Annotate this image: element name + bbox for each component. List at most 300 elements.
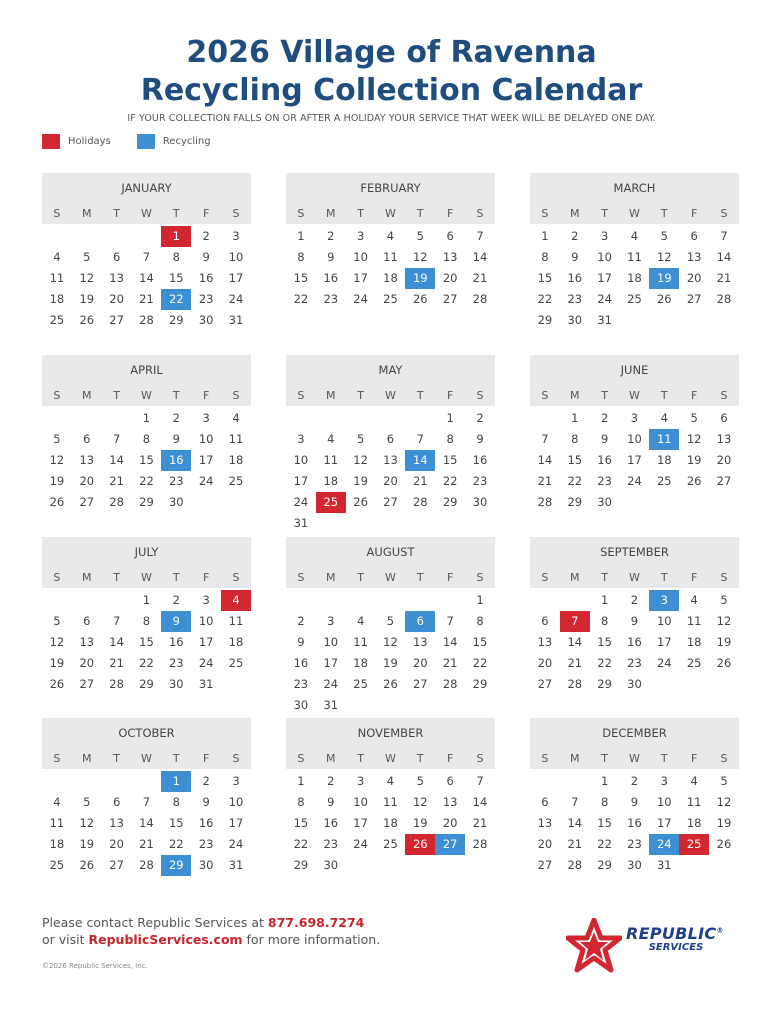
calendar-day: 4 xyxy=(356,614,365,628)
calendar-day: 1 xyxy=(600,593,609,607)
month-name: FEBRUARY xyxy=(360,181,421,195)
calendar-day: 17 xyxy=(656,635,672,649)
contact-info xyxy=(42,914,380,948)
calendar-day: 6 xyxy=(446,774,454,788)
calendar-day: 27 xyxy=(442,292,458,306)
month-december xyxy=(530,718,739,876)
calendar-day: 9 xyxy=(327,795,335,809)
calendar-day: 21 xyxy=(537,474,553,488)
calendar-day: 30 xyxy=(198,313,214,327)
calendar-day: 14 xyxy=(109,453,124,467)
day-grid xyxy=(530,406,739,513)
calendar-day: 7 xyxy=(571,795,579,809)
calendar-day: 19 xyxy=(49,656,65,670)
day-grid xyxy=(530,224,739,331)
week-row xyxy=(42,492,251,513)
calendar-day: 15 xyxy=(442,453,458,467)
week-row xyxy=(530,247,739,268)
week-row xyxy=(42,268,251,289)
calendar-day: 5 xyxy=(356,432,365,446)
calendar-day: 22 xyxy=(442,474,458,488)
logo-line-2: SERVICES xyxy=(648,942,704,953)
calendar-day: 7 xyxy=(142,250,151,264)
weekday-label: T xyxy=(357,207,364,220)
calendar-day: 12 xyxy=(716,614,732,628)
empty-day xyxy=(132,226,162,247)
weekday-label: F xyxy=(202,571,210,584)
visit-suffix: for more information. xyxy=(242,932,381,947)
legend-recycling-label: Recycling xyxy=(162,135,211,147)
calendar-day: 8 xyxy=(571,432,579,446)
weekday-label: W xyxy=(385,571,396,584)
holiday-day: 25 xyxy=(679,834,709,855)
weekday-label: S xyxy=(53,389,61,402)
weekday-label: T xyxy=(601,752,608,765)
calendar-day: 14 xyxy=(716,250,732,264)
calendar-day: 7 xyxy=(416,432,424,446)
calendar-day: 21 xyxy=(567,656,583,670)
calendar-day: 6 xyxy=(720,411,728,425)
month-september xyxy=(530,537,739,695)
calendar-day: 13 xyxy=(537,816,553,830)
holiday-day: 4 xyxy=(221,590,251,611)
calendar-day: 23 xyxy=(472,474,488,488)
calendar-day: 4 xyxy=(232,411,240,425)
calendar-day: 17 xyxy=(656,816,672,830)
calendar-day: 3 xyxy=(297,432,305,446)
recycling-day: 16 xyxy=(161,450,191,471)
calendar-day: 18 xyxy=(656,453,672,467)
calendar-day: 2 xyxy=(202,774,210,788)
calendar-day: 18 xyxy=(228,635,244,649)
calendar-day: 22 xyxy=(472,656,488,670)
calendar-day: 27 xyxy=(109,313,124,327)
calendar-day: 3 xyxy=(660,774,668,788)
calendar-day: 20 xyxy=(79,474,95,488)
holiday-day: 7 xyxy=(560,611,590,632)
week-row xyxy=(286,834,495,855)
week-row xyxy=(286,247,495,268)
empty-day xyxy=(72,771,102,792)
calendar-day: 22 xyxy=(139,474,154,488)
weekday-label: F xyxy=(446,389,454,402)
calendar-day: 10 xyxy=(228,795,244,809)
week-row xyxy=(530,792,739,813)
week-row xyxy=(530,310,739,331)
month-january xyxy=(42,173,251,331)
calendar-day: 13 xyxy=(686,250,702,264)
calendar-day: 10 xyxy=(627,432,642,446)
empty-day xyxy=(465,513,495,534)
calendar-day: 22 xyxy=(567,474,583,488)
weekday-label: T xyxy=(113,571,120,584)
empty-day xyxy=(649,492,679,513)
calendar-day: 30 xyxy=(168,495,184,509)
calendar-day: 4 xyxy=(386,774,395,788)
weekday-row xyxy=(286,567,495,588)
week-row xyxy=(530,268,739,289)
weekday-label: F xyxy=(690,571,698,584)
recycling-swatch xyxy=(137,134,155,149)
website-link[interactable]: RepublicServices.com xyxy=(88,932,243,947)
calendar-day: 25 xyxy=(228,474,244,488)
weekday-row xyxy=(530,385,739,406)
calendar-day: 31 xyxy=(293,516,309,530)
week-row xyxy=(530,632,739,653)
weekday-row xyxy=(530,567,739,588)
day-grid xyxy=(530,769,739,876)
weekday-label: W xyxy=(141,207,152,220)
calendar-day: 24 xyxy=(627,474,642,488)
calendar-day: 22 xyxy=(537,292,553,306)
calendar-day: 8 xyxy=(600,795,609,809)
calendar-day: 4 xyxy=(53,795,61,809)
weekday-label: S xyxy=(720,571,728,584)
weekday-label: F xyxy=(690,752,698,765)
calendar-day: 20 xyxy=(412,656,428,670)
weekday-label: S xyxy=(53,571,61,584)
month-header xyxy=(530,537,739,588)
month-august xyxy=(286,537,495,716)
week-row xyxy=(530,813,739,834)
calendar-day: 26 xyxy=(383,677,398,691)
calendar-day: 17 xyxy=(353,816,368,830)
calendar-day: 28 xyxy=(109,677,124,691)
calendar-day: 1 xyxy=(600,774,609,788)
calendar-day: 21 xyxy=(472,271,488,285)
calendar-day: 15 xyxy=(472,635,488,649)
weekday-label: T xyxy=(601,571,608,584)
empty-day xyxy=(709,492,739,513)
calendar-day: 4 xyxy=(690,593,698,607)
calendar-day: 22 xyxy=(293,837,309,851)
calendar-day: 30 xyxy=(567,313,583,327)
month-name: AUGUST xyxy=(366,545,415,559)
logo-line-1: REPUBLIC xyxy=(626,924,717,943)
calendar-day: 30 xyxy=(472,495,488,509)
weekday-label: M xyxy=(326,571,336,584)
calendar-day: 24 xyxy=(228,292,244,306)
calendar-day: 11 xyxy=(383,250,398,264)
calendar-day: 26 xyxy=(716,837,732,851)
calendar-day: 15 xyxy=(139,635,154,649)
calendar-day: 15 xyxy=(597,635,612,649)
week-row xyxy=(530,492,739,513)
week-row xyxy=(42,310,251,331)
weekday-label: S xyxy=(53,207,61,220)
week-row xyxy=(286,289,495,310)
calendar-day: 31 xyxy=(656,858,672,872)
week-row xyxy=(286,226,495,247)
calendar-day: 13 xyxy=(79,453,95,467)
empty-day xyxy=(679,310,709,331)
calendar-day: 12 xyxy=(716,795,732,809)
week-row xyxy=(286,471,495,492)
month-name: MARCH xyxy=(613,181,656,195)
weekday-label: T xyxy=(416,571,424,584)
week-row xyxy=(530,289,739,310)
calendar-day: 24 xyxy=(353,292,368,306)
calendar-day: 29 xyxy=(139,495,154,509)
calendar-day: 12 xyxy=(79,271,95,285)
empty-day xyxy=(346,408,376,429)
month-name: OCTOBER xyxy=(118,726,175,740)
calendar-day: 22 xyxy=(168,837,184,851)
calendar-day: 6 xyxy=(541,795,549,809)
calendar-day: 8 xyxy=(172,795,180,809)
empty-day xyxy=(709,310,739,331)
calendar-day: 28 xyxy=(139,313,154,327)
visit-prefix: or visit xyxy=(42,932,89,947)
calendar-day: 24 xyxy=(228,837,244,851)
calendar-day: 11 xyxy=(383,795,398,809)
month-name: JULY xyxy=(134,545,159,559)
calendar-day: 9 xyxy=(202,795,210,809)
calendar-day: 14 xyxy=(472,795,488,809)
calendar-day: 17 xyxy=(198,453,214,467)
calendar-day: 23 xyxy=(198,292,214,306)
week-row xyxy=(286,653,495,674)
empty-day xyxy=(376,408,406,429)
calendar-day: 27 xyxy=(412,677,428,691)
weekday-label: T xyxy=(172,571,180,584)
recycling-day: 22 xyxy=(161,289,191,310)
empty-day xyxy=(376,513,406,534)
weekday-label: F xyxy=(690,207,698,220)
calendar-day: 8 xyxy=(142,432,151,446)
calendar-day: 25 xyxy=(686,656,702,670)
calendar-day: 7 xyxy=(112,432,121,446)
weekday-label: S xyxy=(476,389,484,402)
calendar-day: 24 xyxy=(198,656,214,670)
weekday-label: M xyxy=(82,571,92,584)
month-header xyxy=(530,173,739,224)
weekday-row xyxy=(530,203,739,224)
weekday-label: M xyxy=(570,207,580,220)
weekday-label: S xyxy=(297,752,305,765)
day-grid xyxy=(286,224,495,310)
week-row xyxy=(42,471,251,492)
recycling-day: 9 xyxy=(161,611,191,632)
weekday-label: S xyxy=(232,389,240,402)
calendar-day: 18 xyxy=(383,271,398,285)
weekday-label: M xyxy=(326,389,336,402)
day-grid xyxy=(530,588,739,695)
month-header xyxy=(42,173,251,224)
calendar-day: 2 xyxy=(297,614,305,628)
calendar-day: 5 xyxy=(83,250,91,264)
calendar-day: 18 xyxy=(686,635,702,649)
calendar-day: 25 xyxy=(228,656,244,670)
weekday-label: S xyxy=(720,389,728,402)
calendar-day: 27 xyxy=(109,858,124,872)
weekday-label: T xyxy=(113,752,120,765)
calendar-day: 1 xyxy=(142,593,151,607)
week-row xyxy=(42,408,251,429)
empty-day xyxy=(346,855,376,876)
calendar-day: 19 xyxy=(49,474,65,488)
week-row xyxy=(530,226,739,247)
week-row xyxy=(530,834,739,855)
month-header xyxy=(42,537,251,588)
weekday-label: M xyxy=(570,752,580,765)
calendar-day: 5 xyxy=(416,774,424,788)
week-row xyxy=(530,450,739,471)
empty-day xyxy=(405,513,435,534)
empty-day xyxy=(465,855,495,876)
empty-day xyxy=(679,674,709,695)
week-row xyxy=(530,471,739,492)
week-row xyxy=(286,429,495,450)
calendar-day: 9 xyxy=(297,635,305,649)
weekday-label: W xyxy=(141,389,152,402)
calendar-day: 6 xyxy=(112,250,121,264)
empty-day xyxy=(72,408,102,429)
calendar-day: 5 xyxy=(53,614,61,628)
calendar-day: 18 xyxy=(49,837,65,851)
week-row xyxy=(530,429,739,450)
calendar-day: 18 xyxy=(627,271,642,285)
calendar-day: 19 xyxy=(716,635,732,649)
calendar-day: 13 xyxy=(383,453,398,467)
empty-day xyxy=(72,226,102,247)
calendar-day: 5 xyxy=(416,229,424,243)
calendar-day: 13 xyxy=(716,432,732,446)
week-row xyxy=(530,611,739,632)
calendar-day: 16 xyxy=(198,271,214,285)
calendar-day: 5 xyxy=(690,411,698,425)
calendar-day: 10 xyxy=(656,614,672,628)
calendar-day: 21 xyxy=(109,656,124,670)
calendar-day: 1 xyxy=(142,411,151,425)
empty-day xyxy=(679,492,709,513)
calendar-day: 16 xyxy=(323,271,339,285)
weekday-label: F xyxy=(446,207,454,220)
weekday-row xyxy=(42,567,251,588)
calendar-day: 28 xyxy=(716,292,732,306)
weekday-label: S xyxy=(476,571,484,584)
weekday-label: T xyxy=(660,752,668,765)
calendar-day: 25 xyxy=(627,292,642,306)
calendar-day: 18 xyxy=(686,816,702,830)
weekday-label: T xyxy=(357,571,364,584)
calendar-day: 10 xyxy=(198,432,214,446)
calendar-day: 20 xyxy=(79,656,95,670)
weekday-label: S xyxy=(541,207,549,220)
calendar-day: 13 xyxy=(442,795,458,809)
calendar-day: 3 xyxy=(600,229,609,243)
calendar-day: 30 xyxy=(597,495,612,509)
weekday-label: M xyxy=(326,207,336,220)
page-title-line-2: Recycling Collection Calendar xyxy=(140,73,643,108)
calendar-day: 26 xyxy=(79,313,95,327)
empty-day xyxy=(649,310,679,331)
empty-day xyxy=(102,590,132,611)
phone-number[interactable]: 877.698.7274 xyxy=(267,915,365,930)
calendar-day: 21 xyxy=(139,837,154,851)
calendar-day: 24 xyxy=(323,677,339,691)
calendar-day: 20 xyxy=(109,292,124,306)
calendar-day: 5 xyxy=(386,614,395,628)
calendar-day: 10 xyxy=(198,614,214,628)
month-name: JUNE xyxy=(620,363,649,377)
calendar-day: 2 xyxy=(327,774,335,788)
weekday-label: F xyxy=(202,389,210,402)
republic-services-logo xyxy=(566,918,736,973)
holiday-day: 1 xyxy=(161,226,191,247)
week-row xyxy=(286,513,495,534)
calendar-day: 13 xyxy=(109,271,124,285)
calendar-day: 25 xyxy=(383,292,398,306)
calendar-day: 10 xyxy=(597,250,612,264)
empty-day xyxy=(316,408,346,429)
calendar-day: 6 xyxy=(541,614,549,628)
month-header xyxy=(42,355,251,406)
calendar-day: 12 xyxy=(353,453,368,467)
week-row xyxy=(42,226,251,247)
calendar-day: 21 xyxy=(412,474,428,488)
weekday-label: F xyxy=(446,752,454,765)
calendar-day: 30 xyxy=(198,858,214,872)
page-title-line-1: 2026 Village of Ravenna xyxy=(186,35,597,70)
day-grid xyxy=(286,588,495,716)
calendar-day: 10 xyxy=(353,250,368,264)
week-row xyxy=(286,855,495,876)
calendar-day: 12 xyxy=(686,432,702,446)
calendar-day: 6 xyxy=(112,795,121,809)
week-row xyxy=(286,813,495,834)
calendar-day: 20 xyxy=(686,271,702,285)
calendar-day: 15 xyxy=(537,271,553,285)
week-row xyxy=(286,611,495,632)
empty-day xyxy=(435,513,465,534)
calendar-day: 22 xyxy=(293,292,309,306)
calendar-day: 12 xyxy=(412,795,428,809)
weekday-label: F xyxy=(202,207,210,220)
calendar-day: 25 xyxy=(353,677,368,691)
day-grid xyxy=(42,224,251,331)
calendar-day: 20 xyxy=(442,271,458,285)
calendar-day: 3 xyxy=(356,774,365,788)
calendar-day: 5 xyxy=(83,795,91,809)
calendar-day: 14 xyxy=(472,250,488,264)
calendar-day: 26 xyxy=(716,656,732,670)
calendar-day: 2 xyxy=(172,593,180,607)
recycling-day: 19 xyxy=(405,268,435,289)
calendar-day: 31 xyxy=(597,313,612,327)
empty-day xyxy=(132,771,162,792)
empty-day xyxy=(560,590,590,611)
calendar-day: 23 xyxy=(168,656,184,670)
weekday-label: S xyxy=(297,571,305,584)
weekday-label: S xyxy=(232,571,240,584)
calendar-day: 5 xyxy=(720,774,728,788)
calendar-day: 7 xyxy=(112,614,121,628)
calendar-day: 26 xyxy=(656,292,672,306)
month-name: JANUARY xyxy=(121,181,172,195)
calendar-day: 28 xyxy=(139,858,154,872)
month-may xyxy=(286,355,495,534)
calendar-day: 7 xyxy=(446,614,454,628)
calendar-day: 11 xyxy=(353,635,368,649)
month-april xyxy=(42,355,251,513)
calendar-day: 11 xyxy=(228,432,244,446)
calendar-day: 29 xyxy=(472,677,488,691)
calendar-day: 23 xyxy=(323,292,339,306)
calendar-day: 30 xyxy=(293,698,309,712)
calendar-day: 19 xyxy=(353,474,368,488)
calendar-day: 4 xyxy=(327,432,335,446)
